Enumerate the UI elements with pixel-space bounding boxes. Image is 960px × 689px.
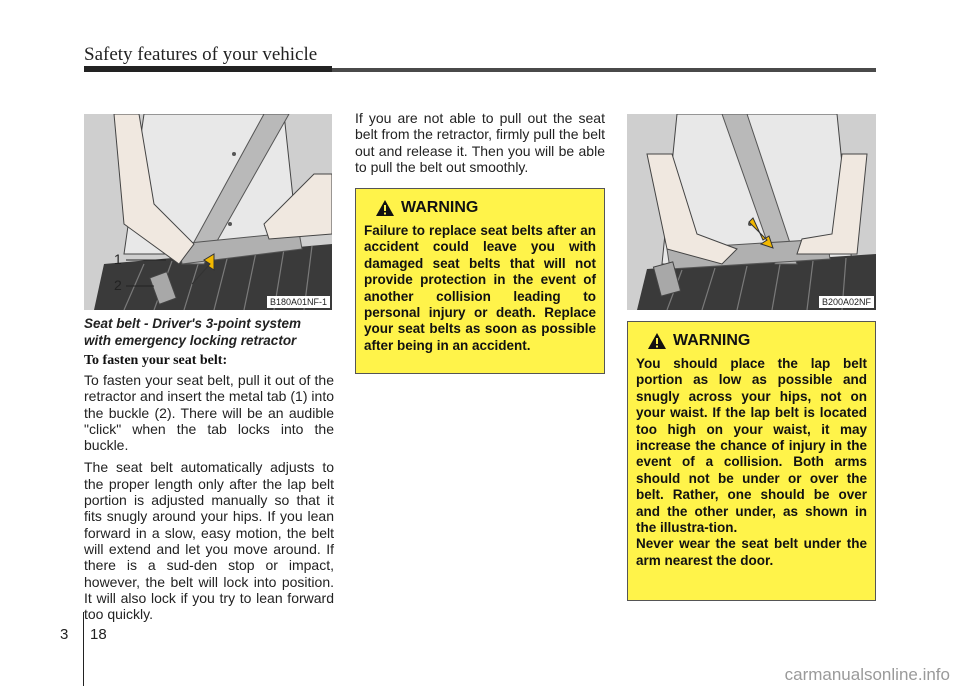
- body-column-1: [84, 372, 334, 628]
- caption-line-2: with emergency locking retractor: [84, 333, 297, 348]
- warning-text: Failure to replace seat belts after an accident could leave you with damaged seat belts that will not provide protection in the event of another collision leading to personal injury or death. Replace your seat belts as soon as possible after being in an accident.: [364, 223, 596, 353]
- warning-title: WARNING: [401, 199, 479, 216]
- page-number: 18: [90, 626, 107, 643]
- subheading: To fasten your seat belt:: [84, 353, 228, 368]
- paragraph-retractor: If you are not able to pull out the seat belt from the retractor, firmly pull the belt out and release it. Then you will be able to pull the belt out smoothly.: [355, 110, 605, 175]
- caption-line-1: Seat belt - Driver's 3-point system: [84, 316, 302, 331]
- lap-belt-position-illustration: [627, 114, 876, 310]
- page-header-title: Safety features of your vehicle: [84, 44, 318, 65]
- figure-code-left: B180A01NF-1: [267, 296, 330, 308]
- header-rule-accent: [84, 66, 332, 72]
- watermark: carmanualsonline.info: [784, 665, 950, 684]
- lap-belt-illustration-drawing: [627, 114, 876, 310]
- figure-code-right: B200A02NF: [819, 296, 874, 308]
- warning-header: [376, 199, 596, 217]
- warning-box-replace-belts: [355, 188, 605, 374]
- footer-rule: [83, 612, 84, 686]
- callout-1: 1: [114, 251, 122, 267]
- section-caption: [84, 315, 334, 349]
- warning-title: WARNING: [673, 332, 751, 349]
- warning-text-arm: Never wear the seat belt under the arm nearest the door.: [636, 536, 867, 568]
- body-column-2: [355, 110, 605, 181]
- warning-box-lap-belt: [627, 321, 876, 601]
- warning-triangle-icon: [648, 333, 666, 349]
- paragraph-adjust: The seat belt automatically adjusts to the proper length only after the lap belt portion is adjusted manually so that it fits snugly around your hips. If you lean forward in a slow, easy motion, the belt will extend and let you move around. If there is a sud-den stop or impact, however, the belt will lock into position. It will also lock if you try to lean forward too quickly.: [84, 459, 334, 623]
- warning-text-lap-belt: You should place the lap belt portion as low as possible and snugly across your hips, not on your waist. If the lap belt is located too high on your waist, it may increase the chance of injury in the event of a collision. Both arms should not be under or over the belt. Rather, one should be over and the other under, as shown in the illustra-tion.: [636, 356, 867, 536]
- chapter-number: 3: [60, 626, 69, 643]
- paragraph-fasten: To fasten your seat belt, pull it out of the retractor and insert the metal tab (1) into the buckle (2). There will be an audible "click" when the tab locks into the buckle.: [84, 372, 334, 454]
- warning-header: [648, 332, 867, 350]
- warning-triangle-icon: [376, 200, 394, 216]
- seat-belt-fastening-illustration: [84, 114, 332, 310]
- callout-2: 2: [114, 277, 122, 293]
